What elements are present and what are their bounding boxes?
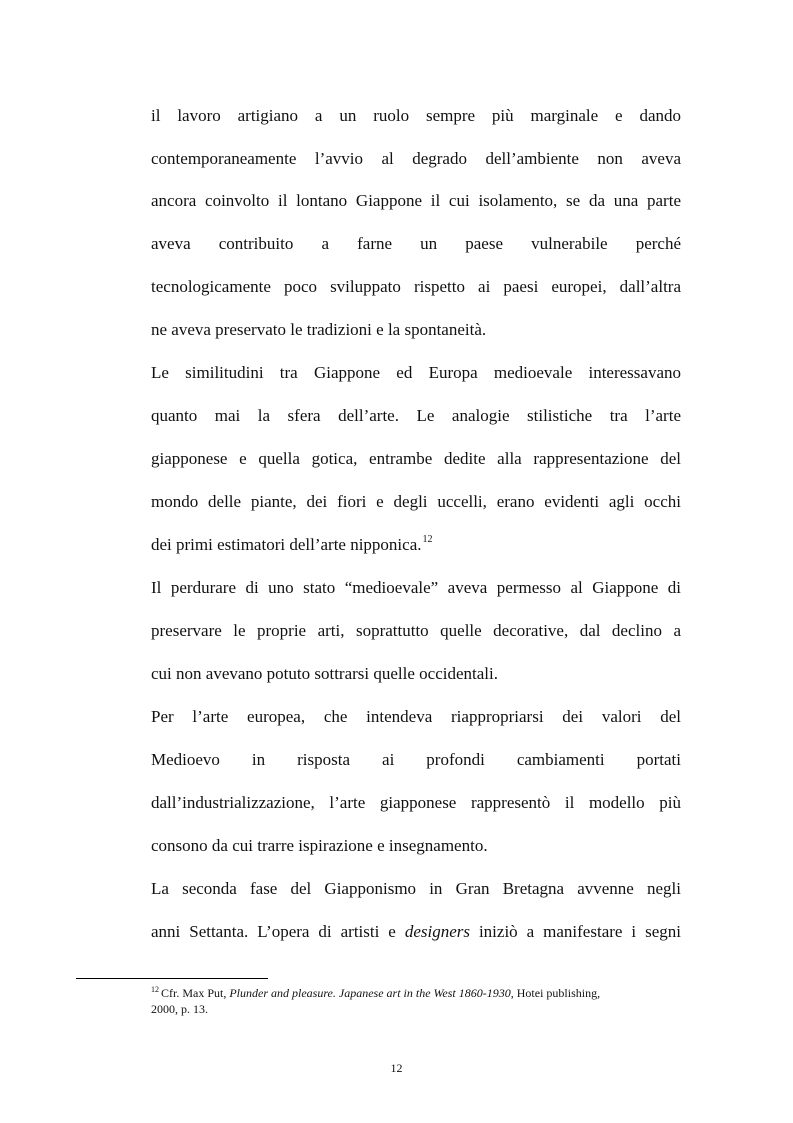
footnote-separator <box>76 978 268 979</box>
text-line: Medioevo in risposta ai profondi cambiamenti portati <box>151 750 681 769</box>
footnote-text: , Hotei publishing, <box>510 986 601 1000</box>
text-line: il lavoro artigiano a un ruolo sempre più marginale e dando <box>151 106 681 125</box>
text-line: tecnologicamente poco sviluppato rispetto ai paesi europei, dall’altra <box>151 277 681 296</box>
text-line: ne aveva preservato le tradizioni e la spontaneità. <box>151 320 487 339</box>
text-line-last <box>151 921 681 943</box>
text-line-with-footnote-ref <box>151 534 681 559</box>
text-line: La seconda fase del Giapponismo in Gran Bretagna avvenne negli <box>151 879 681 898</box>
text-line: cui non avevano potuto sottrarsi quelle occidentali. <box>151 664 498 683</box>
text-line: dall’industrializzazione, l’arte giapponese rappresentò il modello più <box>151 793 681 812</box>
text-line: giapponese e quella gotica, entrambe dedite alla rappresentazione del <box>151 449 681 468</box>
page-number: 12 <box>390 1061 403 1075</box>
text-line: Per l’arte europea, che intendeva riappropriarsi dei valori del <box>151 707 681 726</box>
text-run: iniziò a manifestare i segni <box>469 922 681 941</box>
italic-term: designers <box>404 922 470 941</box>
text-line: quanto mai la sfera dell’arte. Le analogie stilistiche tra l’arte <box>151 406 681 425</box>
footnote-continuation: 2000, p. 13. <box>151 1002 208 1016</box>
text-line: dei primi estimatori dell’arte nipponica. <box>151 535 422 554</box>
footnote-text: Cfr. Max Put, <box>161 986 230 1000</box>
text-run: anni Settanta. L’opera di artisti e <box>151 922 405 941</box>
text-line: consono da cui trarre ispirazione e insegnamento. <box>151 836 488 855</box>
text-line: ancora coinvolto il lontano Giappone il cui isolamento, se da una parte <box>151 191 681 210</box>
footnote-title: Plunder and pleasure. Japanese art in the West 1860-1930 <box>229 986 511 1000</box>
text-line: Il perdurare di uno stato “medioevale” aveva permesso al Giappone di <box>151 578 681 597</box>
text-line: aveva contribuito a farne un paese vulnerabile perché <box>151 234 681 253</box>
text-line: Le similitudini tra Giappone ed Europa medioevale interessavano <box>151 363 681 382</box>
text-line: preservare le proprie arti, soprattutto quelle decorative, dal declino a <box>151 621 681 640</box>
footnote-number: 12 <box>151 985 159 994</box>
footnote-reference[interactable]: 12 <box>422 534 433 545</box>
text-line: mondo delle piante, dei fiori e degli uccelli, erano evidenti agli occhi <box>151 492 681 511</box>
text-line: contemporaneamente l’avvio al degrado dell’ambiente non aveva <box>151 149 681 168</box>
